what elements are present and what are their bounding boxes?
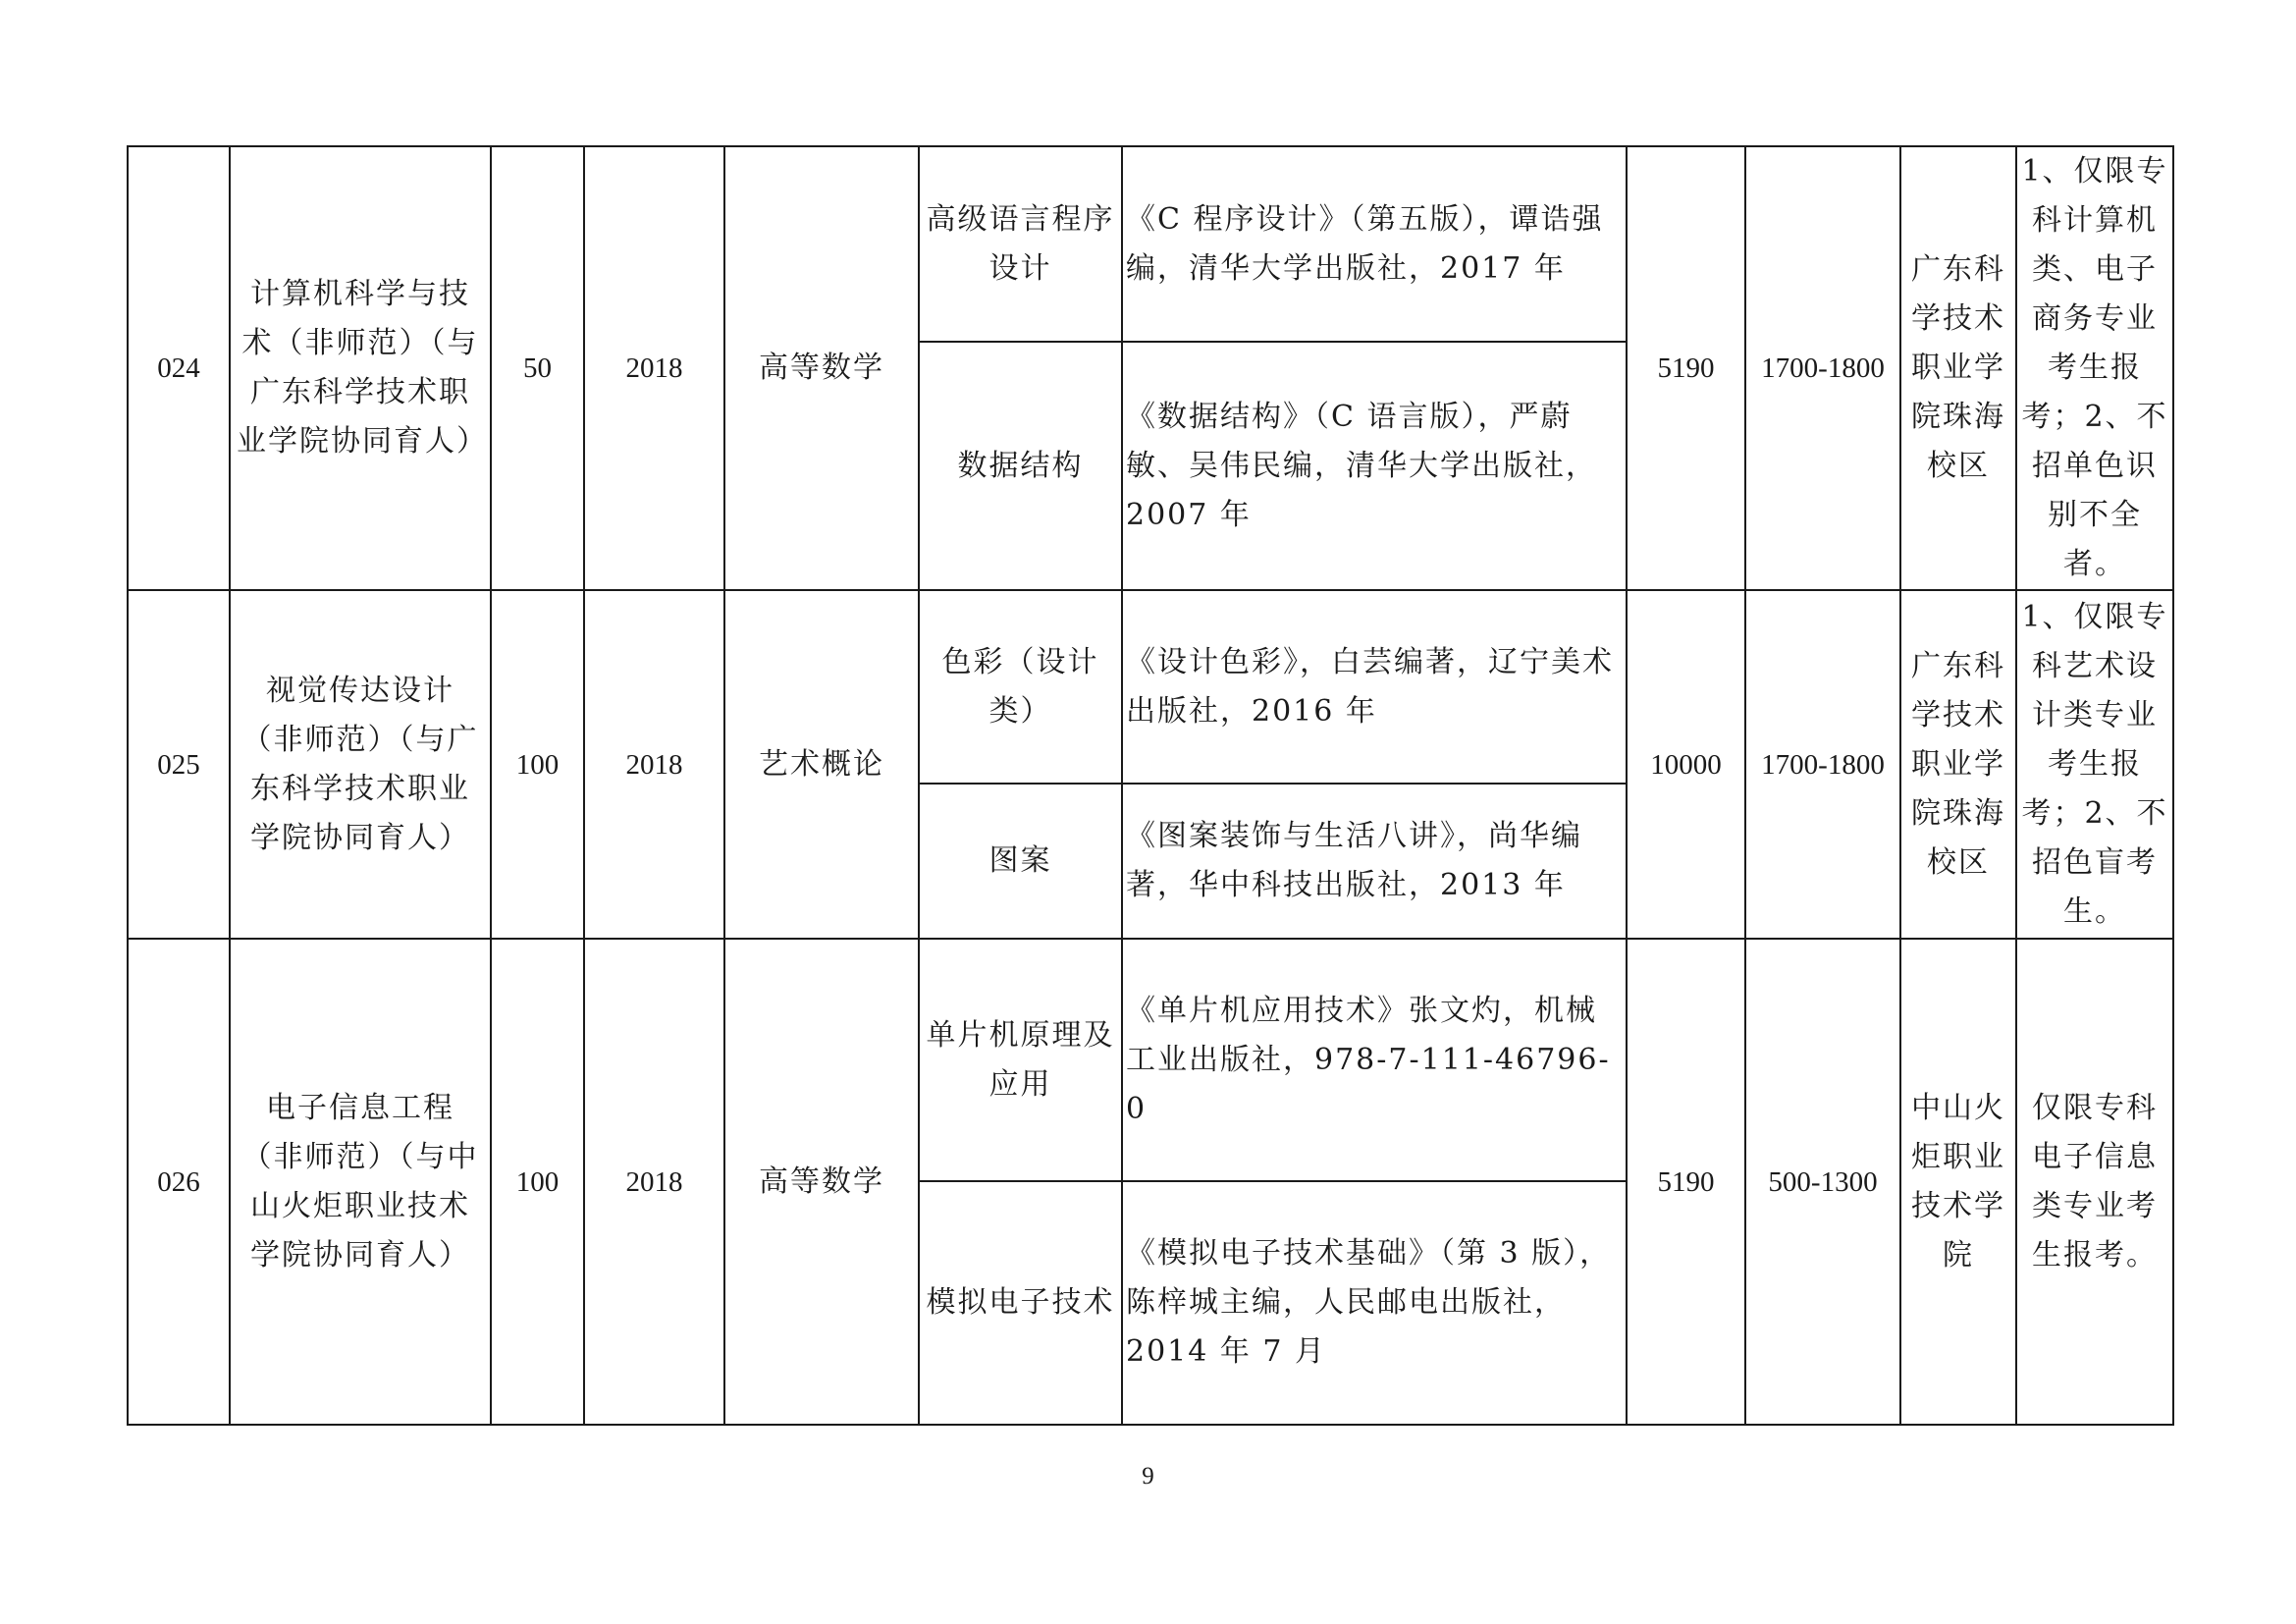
major-name: 视觉传达设计（非师范）（与广东科学技术职业学院协同育人）: [230, 590, 491, 939]
quota: 100: [491, 590, 584, 939]
campus: 中山火炬职业技术学院: [1900, 939, 2016, 1425]
year: 2018: [584, 590, 724, 939]
tuition: 10000: [1627, 590, 1745, 939]
year: 2018: [584, 146, 724, 590]
remarks: 1、仅限专科计算机类、电子商务专业考生报考；2、不招单色识别不全者。: [2016, 146, 2173, 590]
reference-book: 《数据结构》（C 语言版），严蔚敏、吴伟民编，清华大学出版社，2007 年: [1122, 342, 1627, 590]
exam-subject: 艺术概论: [724, 590, 919, 939]
reference-book: 《单片机应用技术》张文灼，机械工业出版社，978-7-111-46796-0: [1122, 939, 1627, 1181]
subject-name: 单片机原理及应用: [919, 939, 1122, 1181]
table-row: [128, 146, 2173, 342]
major-code: 024: [128, 146, 230, 590]
major-code: 026: [128, 939, 230, 1425]
campus: 广东科学技术职业学院珠海校区: [1900, 590, 2016, 939]
subject-name: 模拟电子技术: [919, 1181, 1122, 1425]
reference-book: 《C 程序设计》（第五版），谭诰强编，清华大学出版社，2017 年: [1122, 146, 1627, 342]
tuition: 5190: [1627, 939, 1745, 1425]
year: 2018: [584, 939, 724, 1425]
subject-name: 数据结构: [919, 342, 1122, 590]
quota: 50: [491, 146, 584, 590]
fee: 1700-1800: [1745, 590, 1900, 939]
subject-name: 色彩（设计类）: [919, 590, 1122, 784]
remarks: 仅限专科电子信息类专业考生报考。: [2016, 939, 2173, 1425]
reference-book: 《图案装饰与生活八讲》，尚华编著，华中科技出版社，2013 年: [1122, 784, 1627, 939]
major-name: 电子信息工程（非师范）（与中山火炬职业技术学院协同育人）: [230, 939, 491, 1425]
major-code: 025: [128, 590, 230, 939]
exam-subject: 高等数学: [724, 146, 919, 590]
exam-subject: 高等数学: [724, 939, 919, 1425]
reference-book: 《设计色彩》，白芸编著，辽宁美术出版社，2016 年: [1122, 590, 1627, 784]
tuition: 5190: [1627, 146, 1745, 590]
remarks: 1、仅限专科艺术设计类专业考生报考；2、不招色盲考生。: [2016, 590, 2173, 939]
fee: 1700-1800: [1745, 146, 1900, 590]
reference-book: 《模拟电子技术基础》（第 3 版），陈梓城主编，人民邮电出版社，2014 年 7 月: [1122, 1181, 1627, 1425]
page-number: 9: [1142, 1463, 1154, 1489]
subject-name: 高级语言程序设计: [919, 146, 1122, 342]
major-name: 计算机科学与技术（非师范）（与广东科学技术职业学院协同育人）: [230, 146, 491, 590]
subject-name: 图案: [919, 784, 1122, 939]
campus: 广东科学技术职业学院珠海校区: [1900, 146, 2016, 590]
quota: 100: [491, 939, 584, 1425]
table-row: [128, 590, 2173, 784]
table-row: [128, 939, 2173, 1181]
fee: 500-1300: [1745, 939, 1900, 1425]
enrollment-table: [127, 145, 2174, 1426]
